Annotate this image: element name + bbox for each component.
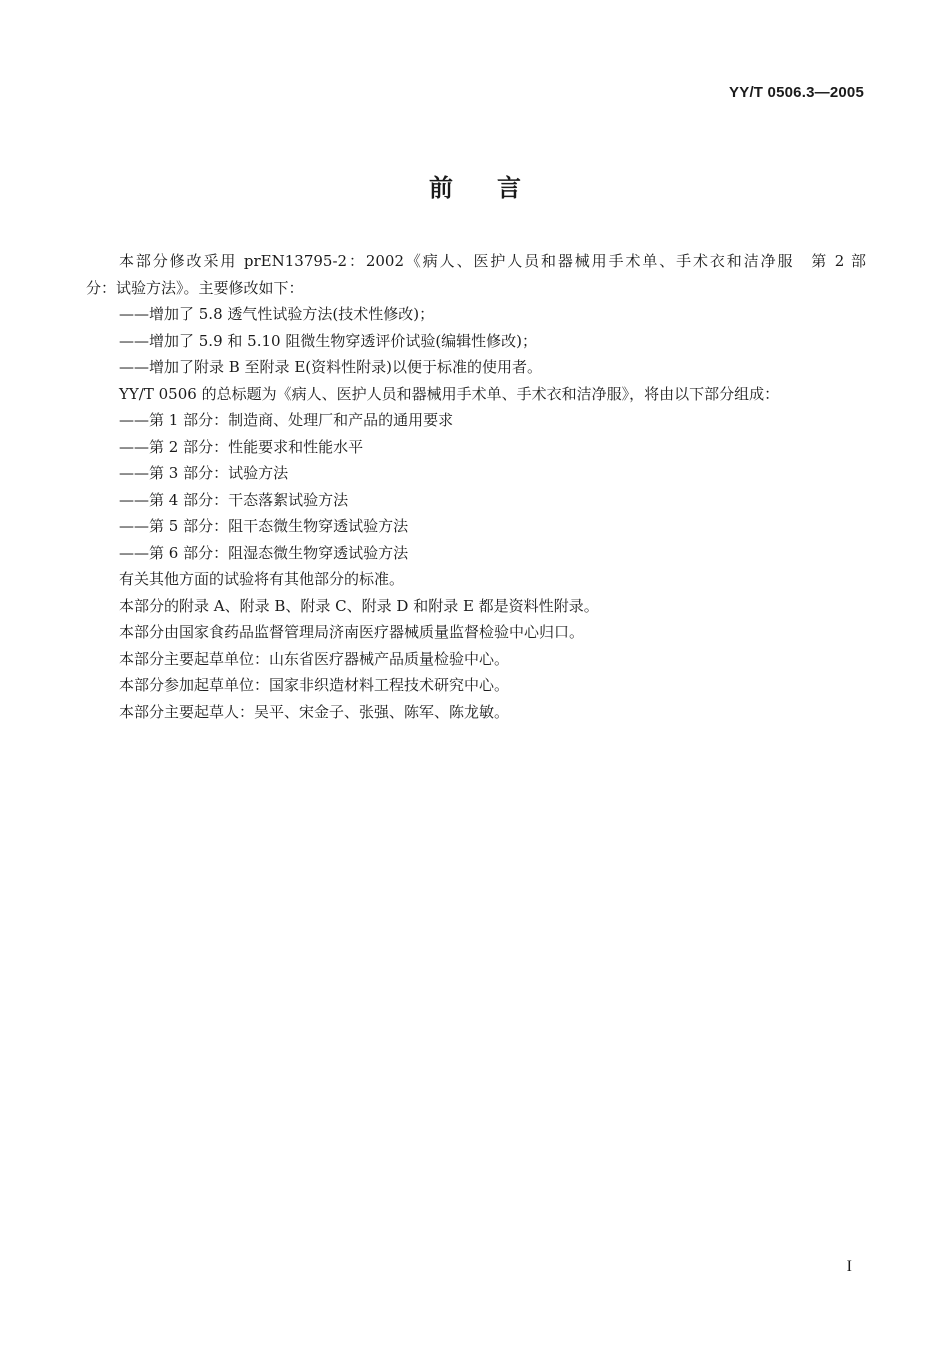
paragraph-line: 本部分修改采用 prEN13795-2：2002《病人、医护人员和器械用手术单、手术衣和洁净服 第 2 部 — [119, 252, 866, 270]
list-item: ——第 2 部分：性能要求和性能水平 — [119, 437, 364, 456]
paragraph-line: 本部分主要起草单位：山东省医疗器械产品质量检验中心。 — [119, 649, 510, 668]
list-item: ——第 1 部分：制造商、处理厂和产品的通用要求 — [119, 411, 454, 429]
paragraph-line: 本部分的附录 A、附录 B、附录 C、附录 D 和附录 E 都是资料性附录。 — [119, 596, 599, 615]
list-item: ——第 5 部分：阻干态微生物穿透试验方法 — [119, 517, 409, 535]
list-item: ——第 6 部分：阻湿态微生物穿透试验方法 — [119, 543, 409, 562]
paragraph-line: 本部分由国家食药品监督管理局济南医疗器械质量监督检验中心归口。 — [119, 623, 585, 641]
paragraph-line: YY/T 0506 的总标题为《病人、医护人员和器械用手术单、手术衣和洁净服》，将由以下部分组成： — [119, 384, 780, 403]
paragraph-line: 有关其他方面的试验将有其他部分的标准。 — [119, 570, 405, 588]
paragraph-line: 分：试验方法》。主要修改如下： — [86, 278, 304, 297]
list-item: ——第 3 部分：试验方法 — [119, 464, 289, 482]
list-item: ——增加了 5.8 透气性试验方法(技术性修改)； — [119, 305, 435, 323]
list-item: ——第 4 部分：干态落絮试验方法 — [119, 490, 349, 509]
page-title: 前言 — [429, 174, 565, 202]
standard-code: YY/T 0506.3—2005 — [729, 84, 864, 101]
paragraph-line: 本部分主要起草人：吴平、宋金子、张强、陈军、陈龙敏。 — [119, 702, 510, 721]
list-item: ——增加了 5.9 和 5.10 阻微生物穿透评价试验(编辑性修改)； — [119, 331, 538, 350]
foreword-body — [86, 248, 866, 725]
paragraph-line: 本部分参加起草单位：国家非织造材料工程技术研究中心。 — [119, 676, 510, 694]
list-item: ——增加了附录 B 至附录 E(资料性附录)以便于标准的使用者。 — [119, 358, 542, 376]
page-number: I — [846, 1258, 852, 1275]
